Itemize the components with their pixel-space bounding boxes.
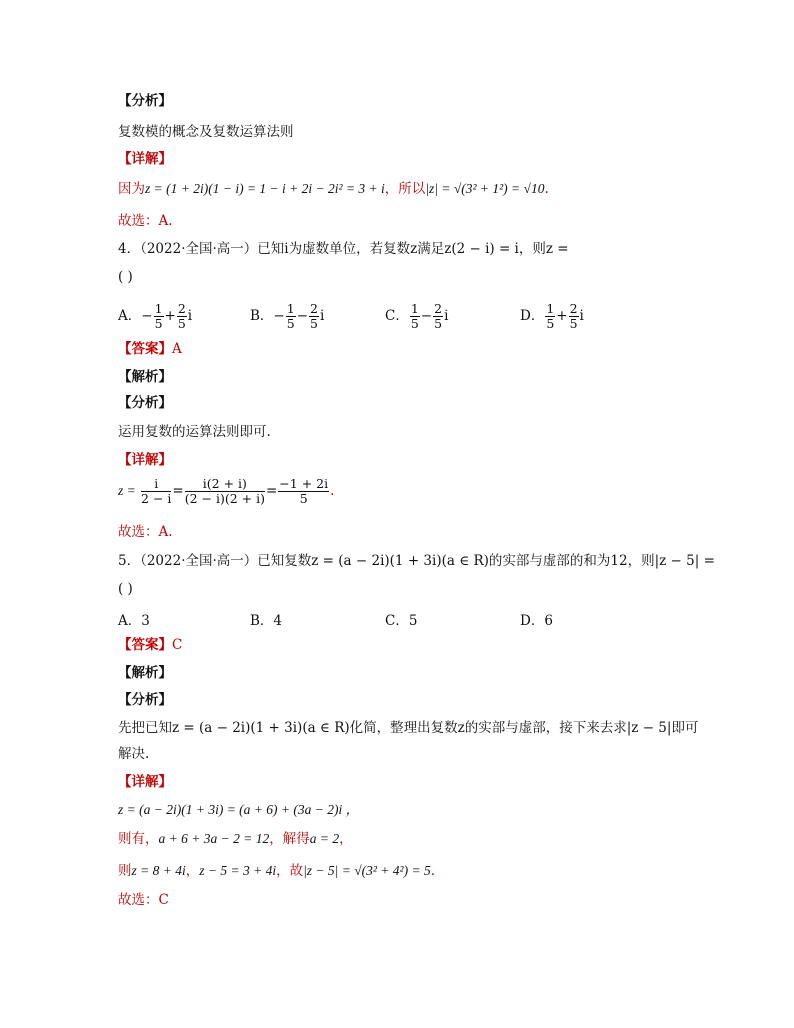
analysis-heading-5: 【分析】	[118, 692, 172, 708]
q4-option-c: C． $\frac{1}{5}$ − $\frac{2}{5}$ i	[385, 301, 449, 331]
choice-5: 故选：C	[118, 892, 169, 908]
detail-equation-4: z = $\frac{i}{2 - i}$ = $\frac{i(2 + i)}{(2 - i)(2 + i)}$ = $\frac{-1 + 2i}{5}$ .	[118, 476, 335, 506]
analysis-heading-4: 【分析】	[118, 395, 172, 411]
q4-option-b: B．− $\frac{1}{5}$ − $\frac{2}{5}$ i	[250, 301, 325, 331]
jiexi-heading-4: 【解析】	[118, 369, 172, 385]
detail-result: |z| = √(3² + 1²) = √10	[425, 181, 545, 196]
detail-expr: z = (1 + 2i)(1 − i) = 1 − i + 2i − 2i² = 3 + i	[145, 181, 385, 196]
analysis-heading-1: 【分析】	[118, 93, 172, 109]
choice-4: 故选：A.	[118, 524, 173, 540]
detail-line-5b: 则有，a + 6 + 3a − 2 = 12，解得a = 2，	[118, 831, 353, 847]
q5-option-b: B．4	[250, 613, 283, 629]
q5-option-a: A．3	[118, 613, 150, 629]
q4-option-d: D． $\frac{1}{5}$ + $\frac{2}{5}$ i	[520, 301, 584, 331]
question-4-stem: 4．（2022·全国·高一）已知i为虚数单位，若复数z满足z(2 − i) = i，则z =	[118, 241, 569, 257]
detail-heading-5: 【详解】	[118, 774, 172, 790]
question-5-stem: 5．（2022·全国·高一）已知复数z = (a − 2i)(1 + 3i)(a ∈ R)的实部与虚部的和为12，则|z − 5| =	[118, 553, 715, 569]
detail-because: 因为	[118, 181, 145, 197]
answer-5: 【答案】C	[118, 637, 183, 653]
choice-1: 故选：A.	[118, 213, 173, 229]
detail-line-1: 因为z = (1 + 2i)(1 − i) = 1 − i + 2i − 2i² = 3 + i，所以|z| = √(3² + 1²) = √10.	[118, 181, 549, 197]
jiexi-heading-5: 【解析】	[118, 665, 172, 681]
q4-option-a: A．− $\frac{1}{5}$ + $\frac{2}{5}$ i	[118, 301, 193, 331]
analysis-text-5b: 解决.	[118, 746, 150, 762]
detail-heading-1: 【详解】	[118, 151, 172, 167]
detail-line-5a: z = (a − 2i)(1 + 3i) = (a + 6) + (3a − 2)i ，	[118, 802, 360, 817]
detail-so: ，所以	[384, 181, 426, 197]
q5-option-d: D．6	[520, 613, 553, 629]
q5-option-c: C．5	[385, 613, 418, 629]
detail-line-5c: 则z = 8 + 4i，z − 5 = 3 + 4i，故|z − 5| = √(3² + 4²) = 5.	[118, 863, 435, 879]
answer-4: 【答案】A	[118, 341, 182, 357]
analysis-text-1: 复数模的概念及复数运算法则	[118, 124, 294, 140]
analysis-text-5a: 先把已知z = (a − 2i)(1 + 3i)(a ∈ R)化简，整理出复数z的实部与虚部，接下来去求|z − 5|即可	[118, 720, 699, 736]
detail-heading-4: 【详解】	[118, 452, 172, 468]
question-4-paren: ( )	[118, 269, 133, 285]
question-5-paren: ( )	[118, 581, 133, 597]
analysis-text-4: 运用复数的运算法则即可.	[118, 424, 271, 440]
